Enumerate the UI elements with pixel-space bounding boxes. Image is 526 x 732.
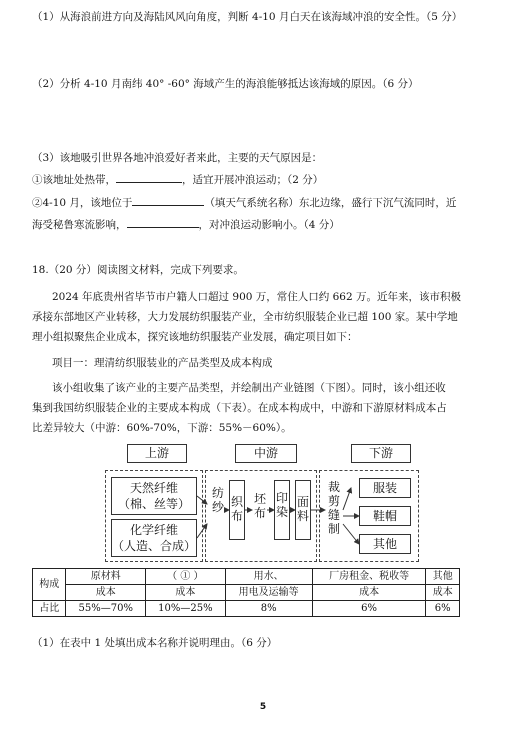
q18-material-4: 该小组收集了该产业的主要产品类型，并绘制出产业链图（下图）。同时，该小组还收 [52, 382, 446, 394]
q17-sub3: （3）该地吸引世界各地冲浪爱好者来此，主要的天气原因是： [32, 152, 323, 164]
cost-structure-table [32, 568, 460, 617]
table-cell: 其他 [426, 569, 460, 585]
q17-sub3-line3 [32, 217, 340, 232]
table-cell: 成本 [146, 585, 226, 601]
table-cell-blank-1[interactable]: （ ① ） [146, 569, 226, 585]
page-number: 5 [259, 702, 267, 712]
table-row [33, 601, 460, 617]
natural-fiber-examples: （棉、丝等） [117, 497, 190, 511]
q18-material-2: 承接东部地区产业转移，大力发展纺织服装产业，全市纺织服装企业已超 100 家。某中学地 [32, 311, 458, 323]
printing-label: 印染 [275, 491, 288, 519]
line2-b: （填天气系统名称）东北边缘，盛行下沉气流同时，近 [204, 197, 457, 209]
line3-a: 海受秘鲁寒流影响， [32, 219, 127, 231]
table-cell: 构成 [33, 569, 66, 601]
q18-material-1: 2024 年底贵州省毕节市户籍人口超过 900 万，常住人口约 662 万。近年来，该市积极 [52, 291, 461, 303]
table-cell: 用电及运输等 [225, 585, 312, 601]
spinning-label: 纺纱 [211, 486, 224, 514]
table-cell: 成本 [426, 585, 460, 601]
label-upstream: 上游 [127, 444, 187, 463]
chemical-fiber-label: 化学纤维 [129, 523, 178, 537]
answer-blank-3[interactable] [127, 217, 199, 228]
table-cell: 成本 [66, 585, 146, 601]
cutting-sewing-label: 裁剪缝制 [327, 480, 340, 536]
table-cell: 8% [225, 601, 312, 617]
line1-a: ①该地址处热带， [32, 174, 116, 186]
shoes-hats-box: 鞋帽 [359, 506, 411, 526]
q18-sub1: （1）在表中 1 处填出成本名称并说明理由。（6 分） [32, 637, 278, 649]
clothing-box: 服装 [359, 478, 411, 498]
table-row [33, 569, 460, 585]
table-cell: 原材料 [66, 569, 146, 585]
table-cell: 10%—25% [146, 601, 226, 617]
q18-material-3: 理小组拟聚焦企业成本，探究该地纺织服装产业发展，确定项目如下： [32, 331, 358, 343]
flow-arrows [103, 444, 420, 564]
table-row [33, 585, 460, 601]
line3-b: ，对冲浪运动影响小。（4 分） [198, 219, 340, 231]
chemical-fiber-examples: （人造、合成） [112, 539, 197, 553]
table-cell: 55%—70% [66, 601, 146, 617]
table-cell: 6% [312, 601, 426, 617]
answer-blank-2[interactable] [132, 195, 204, 206]
other-box: 其他 [359, 534, 411, 554]
grey-cloth-label: 坯布 [253, 492, 266, 520]
q17-sub1: （1）从海浪前进方向及海陆风风向角度，判断 4-10 月白天在该海域冲浪的安全性。（5 分） [32, 11, 463, 23]
line2-a: ②4-10 月，该地位于 [32, 197, 133, 209]
q17-sub2: （2）分析 4-10 月南纬 40° -60° 海域产生的海浪能够抵达该海域的原因。（6 分） [32, 78, 419, 90]
table-cell: 占比 [33, 601, 66, 617]
table-cell: 6% [426, 601, 460, 617]
q17-sub3-line2 [32, 195, 456, 210]
table-cell: 用水、 [225, 569, 312, 585]
q18-material-6: 比差异较大（中游：60%-70%，下游：55%－60%）。 [32, 422, 292, 434]
q18-project-1: 项目一：理清纺织服装业的产品类型及成本构成 [52, 357, 273, 369]
table-cell: 厂房租金、税收等 [312, 569, 426, 585]
label-downstream: 下游 [351, 444, 411, 463]
line1-b: ，适宜开展冲浪运动；（2 分） [182, 174, 324, 186]
answer-blank-1[interactable] [116, 172, 182, 183]
q17-sub3-line1 [32, 172, 323, 187]
table-cell: 成本 [312, 585, 426, 601]
fabric-label: 面料 [296, 495, 309, 523]
label-midstream: 中游 [235, 444, 297, 463]
weaving-label: 织布 [230, 495, 243, 523]
natural-fiber-label: 天然纤维 [129, 481, 178, 495]
industry-chain-diagram [103, 444, 420, 564]
q18-material-5: 集到我国纺织服装企业的主要成本构成（下表）。在成本构成中，中游和下游原材料成本占 [32, 402, 447, 414]
q18-heading: 18.（20 分）阅读图文材料，完成下列要求。 [32, 264, 244, 276]
